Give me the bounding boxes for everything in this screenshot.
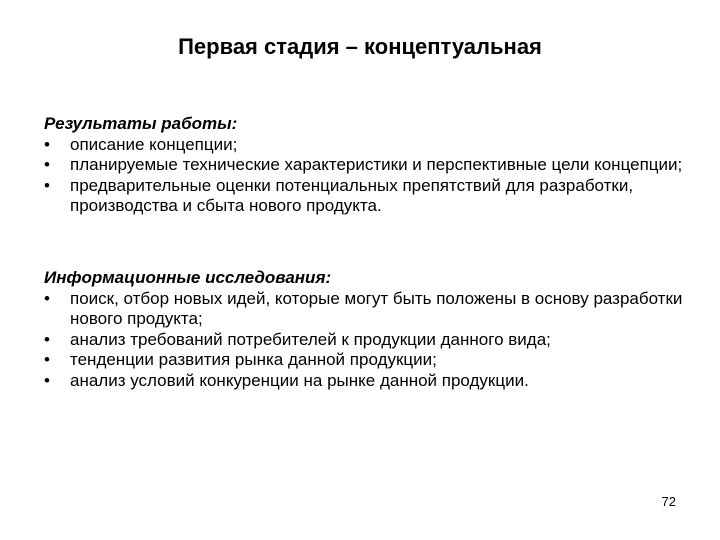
list-item bbox=[44, 289, 694, 330]
bullet-icon: • bbox=[44, 134, 50, 154]
bullet-list-results bbox=[44, 135, 694, 217]
list-item bbox=[44, 350, 694, 371]
bullet-icon: • bbox=[44, 175, 50, 195]
section-results bbox=[44, 114, 694, 217]
list-item-text: поиск, отбор новых идей, которые могут быть положены в основу разработки нового продукта; bbox=[70, 288, 683, 328]
list-item-text: планируемые технические характеристики и перспективные цели концепции; bbox=[70, 155, 683, 174]
bullet-icon: • bbox=[44, 288, 50, 308]
list-item bbox=[44, 330, 694, 351]
list-item-text: описание концепции; bbox=[70, 134, 238, 154]
bullet-icon: • bbox=[44, 155, 50, 174]
bullet-icon: • bbox=[44, 350, 50, 369]
bullet-list-research bbox=[44, 289, 694, 392]
section-research bbox=[44, 268, 694, 391]
list-item bbox=[44, 135, 694, 156]
bullet-icon: • bbox=[44, 370, 50, 390]
list-item-text: предварительные оценки потенциальных препятствий для разработки, производства и сбыта нового продукта. bbox=[70, 175, 634, 215]
list-item-text: анализ условий конкуренции на рынке данной продукции. bbox=[70, 370, 529, 390]
slide-title: Первая стадия – концептуальная bbox=[178, 34, 542, 59]
list-item bbox=[44, 176, 694, 217]
section-heading-results: Результаты работы: bbox=[44, 114, 238, 133]
page-number: 72 bbox=[661, 494, 676, 509]
section-heading-research: Информационные исследования: bbox=[44, 268, 332, 287]
list-item-text: анализ требований потребителей к продукции данного вида; bbox=[70, 329, 551, 349]
list-item-text: тенденции развития рынка данной продукции; bbox=[70, 350, 437, 369]
bullet-icon: • bbox=[44, 329, 50, 349]
list-item bbox=[44, 371, 694, 392]
list-item bbox=[44, 155, 694, 176]
